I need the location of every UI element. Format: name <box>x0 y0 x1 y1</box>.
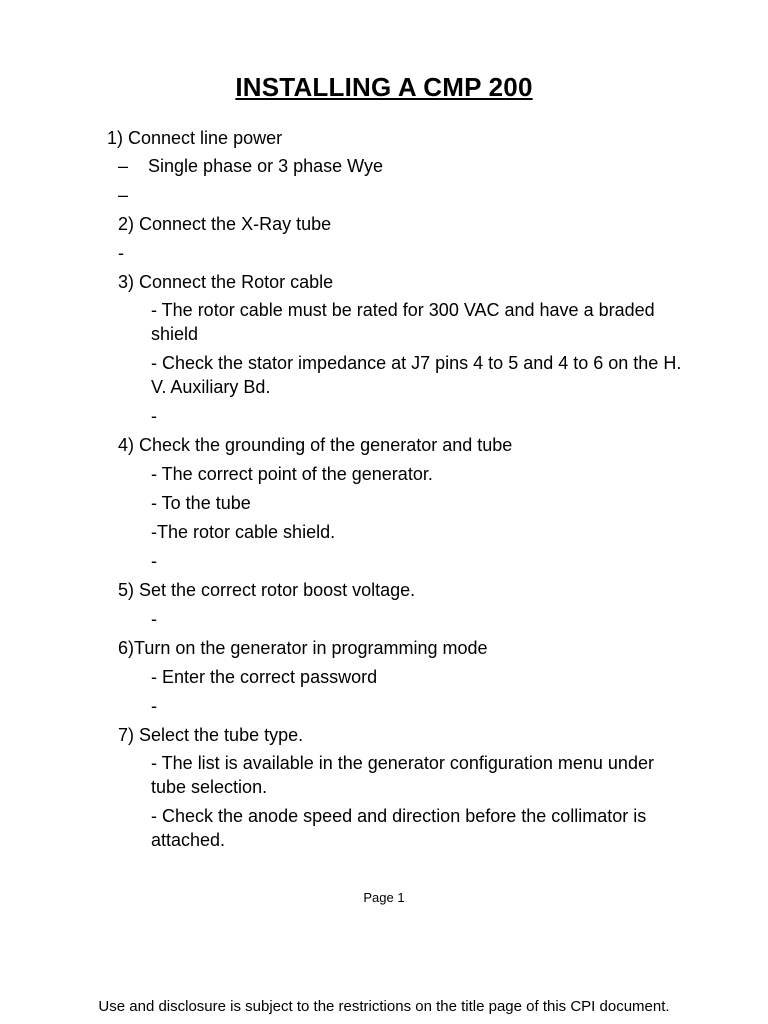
page-number: Page 1 <box>363 890 405 905</box>
step-5-heading: 5) Set the correct rotor boost voltage. <box>118 580 416 600</box>
step-3-heading: 3) Connect the Rotor cable <box>118 272 334 292</box>
step-4-item-3: -The rotor cable shield. <box>151 522 336 542</box>
step-3-item-3: - <box>151 406 157 426</box>
document-title: INSTALLING A CMP 200 <box>235 72 533 102</box>
step-4-item-1: - The correct point of the generator. <box>151 464 433 484</box>
step-7-item-1: - The list is available in the generator configuration menu under tube selection. <box>151 753 654 797</box>
step-6-item-2: - <box>151 696 157 716</box>
step-5-item-1: - <box>151 609 157 629</box>
step-4-heading: 4) Check the grounding of the generator and tube <box>118 435 513 455</box>
step-7-item-2: - Check the anode speed and direction before the collimator is attached. <box>151 806 647 850</box>
step-1-heading: 1) Connect line power <box>107 128 283 148</box>
step-3-item-1: - The rotor cable must be rated for 300 VAC and have a braded shield <box>151 300 655 344</box>
step-7-heading: 7) Select the tube type. <box>118 725 304 745</box>
step-3-item-2: - Check the stator impedance at J7 pins 4 to 5 and 4 to 6 on the H. V. Auxiliary Bd. <box>151 353 682 397</box>
step-6-item-1: - Enter the correct password <box>151 667 378 687</box>
step-1-item-2: – <box>118 185 129 205</box>
step-2-item-1: - <box>118 243 124 263</box>
footer-disclaimer: Use and disclosure is subject to the restrictions on the title page of this CPI document. <box>98 998 670 1015</box>
step-4-item-2: - To the tube <box>151 493 251 513</box>
step-4-item-4: - <box>151 551 157 571</box>
step-1-item-1: – Single phase or 3 phase Wye <box>118 156 383 176</box>
step-6-heading: 6)Turn on the generator in programming mode <box>118 638 488 658</box>
step-2-heading: 2) Connect the X-Ray tube <box>118 214 332 234</box>
